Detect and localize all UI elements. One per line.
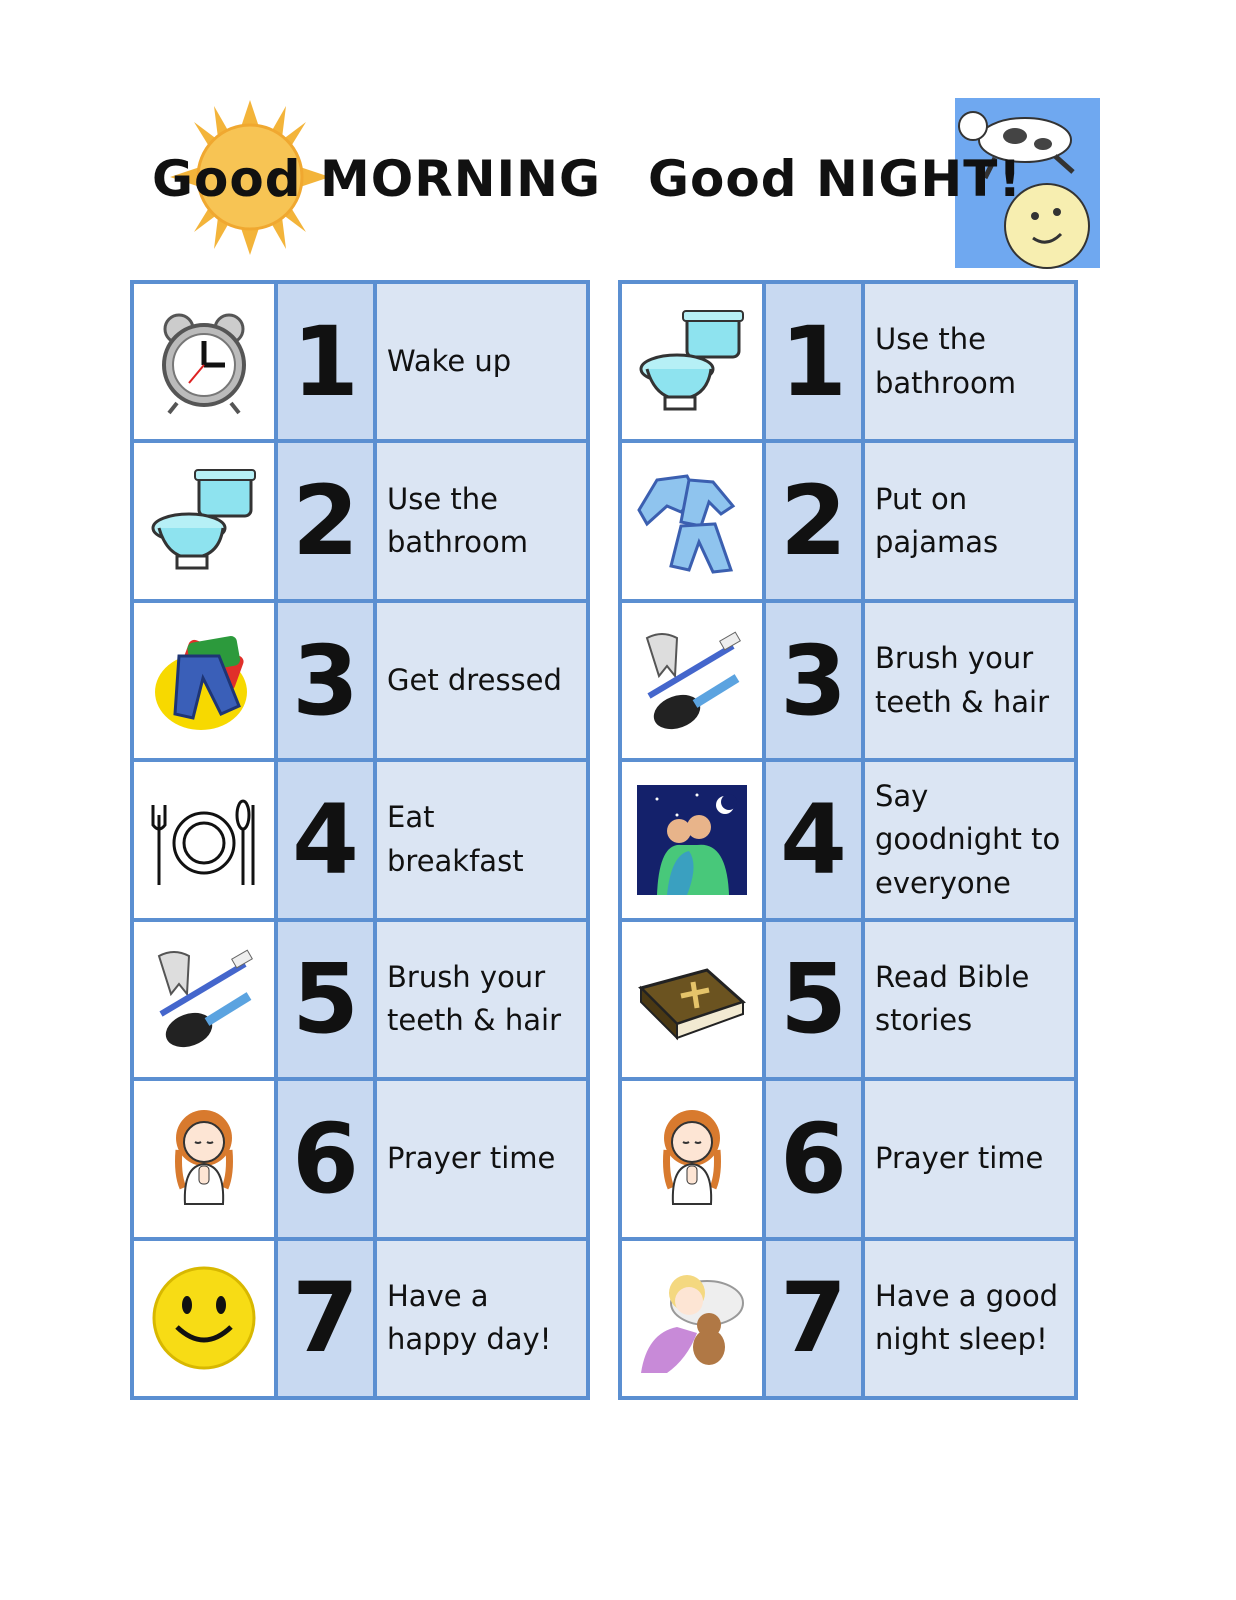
step-text: Say goodnight to everyone xyxy=(865,762,1074,917)
step-number: 4 xyxy=(278,762,373,917)
step-text: Get dressed xyxy=(377,603,586,758)
step-text: Put on pajamas xyxy=(865,443,1074,598)
step-number: 1 xyxy=(766,284,861,439)
clothes-icon xyxy=(149,626,259,736)
hugging-people-icon xyxy=(637,785,747,895)
step-text: Use the bathroom xyxy=(377,443,586,598)
step-number: 3 xyxy=(766,603,861,758)
step-picture xyxy=(134,284,274,439)
toothbrush-hairbrush-icon xyxy=(637,626,747,736)
toilet-icon xyxy=(149,466,259,576)
smiley-face-icon xyxy=(149,1263,259,1373)
step-picture xyxy=(622,443,762,598)
night-title: Good NIGHT! xyxy=(648,150,1023,208)
bible-icon xyxy=(637,944,747,1054)
praying-girl-icon xyxy=(637,1104,747,1214)
step-number: 2 xyxy=(278,443,373,598)
morning-title: Good MORNING xyxy=(152,150,602,208)
step-picture xyxy=(622,1241,762,1396)
step-number: 6 xyxy=(278,1081,373,1236)
step-number: 6 xyxy=(766,1081,861,1236)
step-text: Brush your teeth & hair xyxy=(377,922,586,1077)
step-number: 5 xyxy=(278,922,373,1077)
step-picture xyxy=(622,762,762,917)
step-picture xyxy=(622,603,762,758)
step-text: Brush your teeth & hair xyxy=(865,603,1074,758)
step-number: 1 xyxy=(278,284,373,439)
step-picture xyxy=(622,1081,762,1236)
step-picture xyxy=(622,284,762,439)
praying-girl-icon xyxy=(149,1104,259,1214)
step-text: Have a good night sleep! xyxy=(865,1241,1074,1396)
toilet-icon xyxy=(637,307,747,417)
step-number: 4 xyxy=(766,762,861,917)
step-picture xyxy=(622,922,762,1077)
step-number: 7 xyxy=(766,1241,861,1396)
morning-routine-chart xyxy=(130,280,590,1400)
step-picture xyxy=(134,922,274,1077)
alarm-clock-icon xyxy=(149,307,259,417)
night-routine-chart xyxy=(618,280,1078,1400)
plate-cutlery-icon xyxy=(149,785,259,895)
step-text: Eat breakfast xyxy=(377,762,586,917)
step-picture xyxy=(134,762,274,917)
step-picture xyxy=(134,603,274,758)
step-picture xyxy=(134,1081,274,1236)
step-number: 2 xyxy=(766,443,861,598)
sleeping-child-icon xyxy=(637,1263,747,1373)
step-picture xyxy=(134,443,274,598)
step-text: Have a happy day! xyxy=(377,1241,586,1396)
step-text: Prayer time xyxy=(377,1081,586,1236)
step-number: 5 xyxy=(766,922,861,1077)
step-picture xyxy=(134,1241,274,1396)
step-number: 3 xyxy=(278,603,373,758)
step-text: Prayer time xyxy=(865,1081,1074,1236)
step-text: Wake up xyxy=(377,284,586,439)
pajamas-icon xyxy=(637,466,747,576)
toothbrush-hairbrush-icon xyxy=(149,944,259,1054)
step-text: Use the bathroom xyxy=(865,284,1074,439)
step-number: 7 xyxy=(278,1241,373,1396)
step-text: Read Bible stories xyxy=(865,922,1074,1077)
